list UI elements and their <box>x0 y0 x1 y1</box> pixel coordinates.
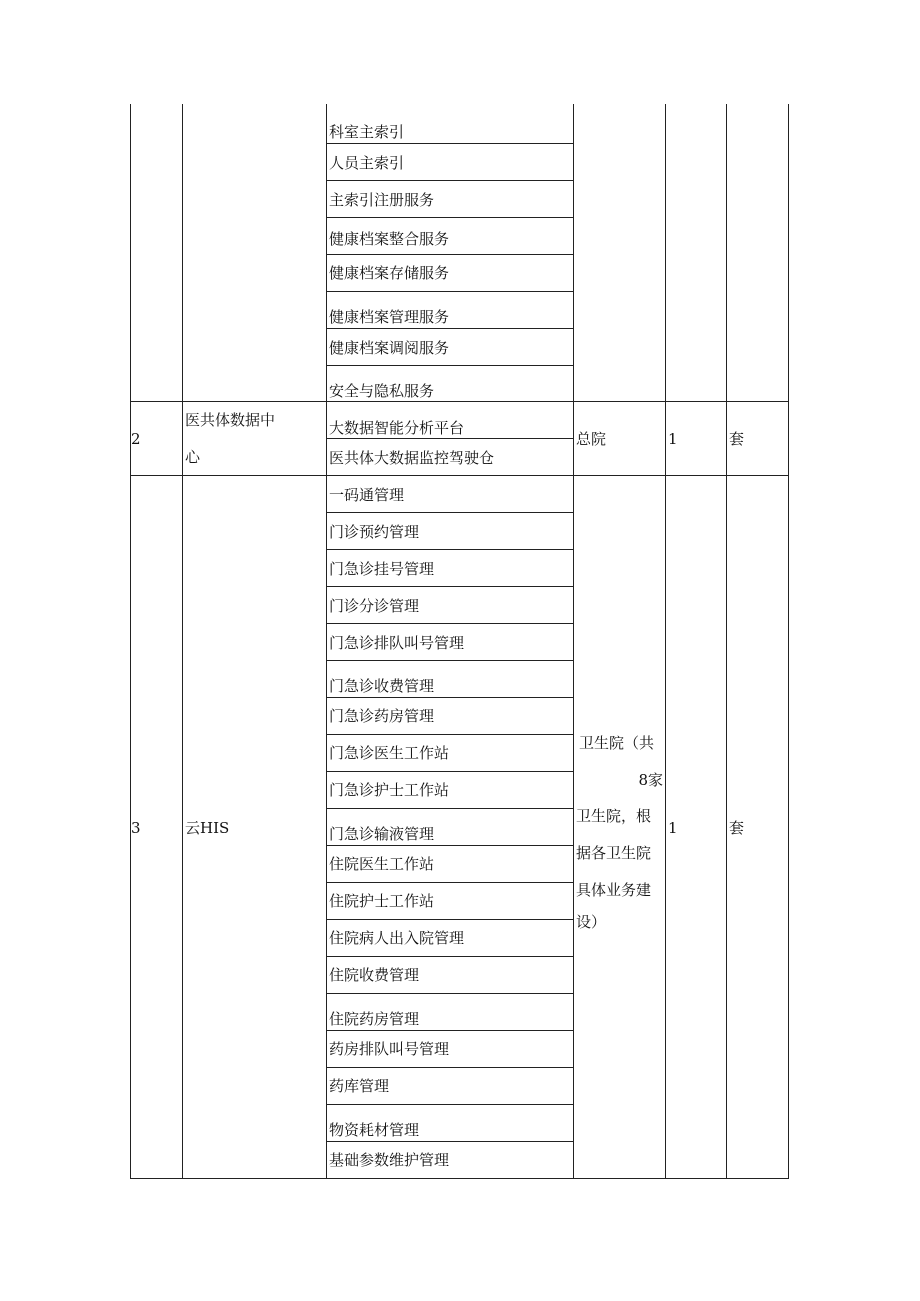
sub-item-divider <box>326 586 574 587</box>
sub-item-label: 门急诊输液管理 <box>329 825 435 843</box>
sub-item-divider <box>326 956 574 957</box>
sub-item-divider <box>326 291 574 292</box>
sub-item-label: 健康档案管理服务 <box>329 308 450 326</box>
sub-item-label: 健康档案整合服务 <box>329 230 450 248</box>
sub-item-label: 门急诊药房管理 <box>329 707 435 725</box>
sub-item-divider <box>326 1104 574 1105</box>
unit: 套 <box>729 430 745 448</box>
quantity: 1 <box>668 819 678 837</box>
sub-item-divider <box>326 328 574 329</box>
sub-item-label: 门诊分诊管理 <box>329 597 420 615</box>
deploy-location-line: 8家 <box>638 771 663 789</box>
table-col-divider <box>182 104 183 1179</box>
deploy-location-line: 设） <box>576 913 607 931</box>
sub-item-label: 住院护士工作站 <box>329 892 435 910</box>
sub-item-label: 安全与隐私服务 <box>329 382 435 400</box>
sub-item-divider <box>326 808 574 809</box>
sub-item-label: 门急诊医生工作站 <box>329 744 450 762</box>
table-col-divider <box>726 104 727 1179</box>
sub-item-label: 门急诊收费管理 <box>329 677 435 695</box>
sub-item-divider <box>326 660 574 661</box>
table-row-divider <box>130 401 789 402</box>
table-col-divider <box>573 104 574 1179</box>
deploy-location: 总院 <box>576 430 607 448</box>
item-name-line: 心 <box>185 448 201 466</box>
sub-item-divider <box>326 1067 574 1068</box>
sub-item-divider <box>326 180 574 181</box>
sub-item-divider <box>326 438 574 439</box>
sub-item-label: 基础参数维护管理 <box>329 1151 450 1169</box>
sub-item-label: 住院药房管理 <box>329 1010 420 1028</box>
unit: 套 <box>729 819 745 837</box>
quantity: 1 <box>668 430 678 448</box>
table-border-left <box>130 104 131 1179</box>
sub-item-label: 健康档案存储服务 <box>329 264 450 282</box>
sub-item-label: 健康档案调阅服务 <box>329 339 450 357</box>
sub-item-label: 主索引注册服务 <box>329 191 435 209</box>
sub-item-divider <box>326 365 574 366</box>
sub-item-label: 药房排队叫号管理 <box>329 1040 450 1058</box>
table-border-right <box>788 104 789 1179</box>
sub-item-label: 住院病人出入院管理 <box>329 929 465 947</box>
sub-item-label: 门急诊挂号管理 <box>329 560 435 578</box>
deploy-location-line: 具体业务建 <box>576 881 652 899</box>
sub-item-divider <box>326 1141 574 1142</box>
table-col-divider <box>326 104 327 1179</box>
table-col-divider <box>665 104 666 1179</box>
sub-item-label: 一码通管理 <box>329 486 405 504</box>
sub-item-divider <box>326 217 574 218</box>
sub-item-label: 住院收费管理 <box>329 966 420 984</box>
sub-item-label: 大数据智能分析平台 <box>329 419 465 437</box>
item-name-line: 医共体数据中 <box>185 411 276 429</box>
item-name: 云HIS <box>185 819 230 837</box>
sub-item-divider <box>326 1030 574 1031</box>
sub-item-divider <box>326 882 574 883</box>
table-row-divider <box>130 475 789 476</box>
sub-item-label: 人员主索引 <box>329 154 405 172</box>
deploy-location-line: 卫生院（共 <box>579 734 655 752</box>
sub-item-label: 门急诊排队叫号管理 <box>329 634 465 652</box>
sub-item-label: 门急诊护士工作站 <box>329 781 450 799</box>
sub-item-divider <box>326 734 574 735</box>
sub-item-label: 医共体大数据监控驾驶仓 <box>329 449 495 467</box>
sub-item-divider <box>326 549 574 550</box>
sub-item-divider <box>326 254 574 255</box>
sub-item-divider <box>326 623 574 624</box>
row-index: 3 <box>131 819 141 837</box>
sub-item-label: 科室主索引 <box>329 123 405 141</box>
sub-item-divider <box>326 697 574 698</box>
sub-item-divider <box>326 771 574 772</box>
sub-item-divider <box>326 845 574 846</box>
sub-item-label: 门诊预约管理 <box>329 523 420 541</box>
deploy-location-line: 卫生院，根 <box>576 807 652 825</box>
sub-item-divider <box>326 993 574 994</box>
sub-item-divider <box>326 512 574 513</box>
sub-item-divider <box>326 919 574 920</box>
sub-item-label: 物资耗材管理 <box>329 1121 420 1139</box>
sub-item-divider <box>326 143 574 144</box>
sub-item-label: 药库管理 <box>329 1077 390 1095</box>
table-border-bottom <box>130 1178 789 1179</box>
sub-item-label: 住院医生工作站 <box>329 855 435 873</box>
deploy-location-line: 据各卫生院 <box>576 844 652 862</box>
row-index: 2 <box>131 430 141 448</box>
